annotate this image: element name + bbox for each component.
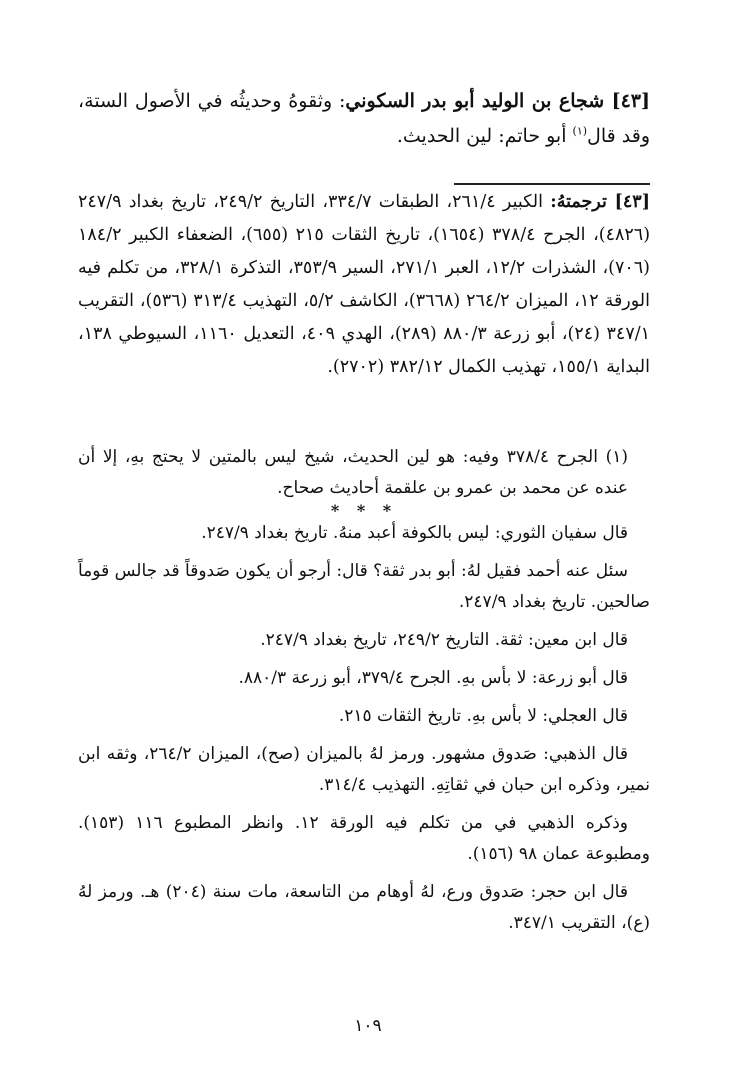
entry-text-end: أبو حاتم: لين الحديث. <box>396 125 573 147</box>
entry-text: : وثقوهُ وحديثُه في الأصول الستة، وقد قال <box>78 90 650 147</box>
quote-paragraph: قال الذهبي: صَدوق مشهور. ورمز لهُ بالميزان (صح)، الميزان ٢٦٤/٢، وثقه ابن نمير، وذكره ابن حبان في ثقاتِهِ. التهذيب ٣١٤/٤. <box>78 744 650 795</box>
entry-heading: [٤٣] شجاع بن الوليد أبو بدر السكوني <box>345 90 651 112</box>
footnote-text: الجرح ٣٧٨/٤ وفيه: هو لين الحديث، شيخ ليس بالمتين لا يحتج بهِ، إلا أن عنده عن محمد بن عمرو بن علقمة أحاديث صحاح. <box>78 447 628 498</box>
biography-label: [٤٣] ترجمتهُ: <box>550 192 650 212</box>
footnote-reference: (١) <box>572 124 588 138</box>
notes-section <box>78 442 650 939</box>
quote-paragraph: قال أبو زرعة: لا بأس بهِ. الجرح ٣٧٩/٤، أبو زرعة ٨٨٠/٣. <box>238 668 628 688</box>
quote-paragraph: وذكره الذهبي في من تكلم فيه الورقة ١٢. وانظر المطبوع ١١٦ (١٥٣). ومطبوعة عمان ٩٨ (١٥٦). <box>78 813 650 864</box>
page-number: ١٠٩ <box>354 1016 382 1036</box>
quote-paragraph: سئل عنه أحمد فقيل لهُ: أبو بدر ثقة؟ قال: أرجو أن يكون صَدوقاً قد جالس قوماً صالحين. تاريخ بغداد ٢٤٧/٩. <box>78 561 650 612</box>
main-entry <box>78 84 650 154</box>
section-separator: * * * <box>330 501 398 520</box>
biography-text: الكبير ٢٦١/٤، الطبقات ٣٣٤/٧، التاريخ ٢٤٩/٢، تاريخ بغداد ٢٤٧/٩ (٤٨٢٦)، الجرح ٣٧٨/٤ (١٦٥٤)، تاريخ الثقات ٢١٥ (٦٥٥)، الضعفاء الكبير ١٨٤/٢ (٧٠٦)، الشذرات ١٢/٢، العبر ٢٧١/١، السير ٣٥٣/٩، التذكرة ٣٢٨/١، من تكلم فيه الورقة ١٢، الميزان ٢٦٤/٢ (٣٦٦٨)، الكاشف ٥/٢، التهذيب ٣١٣/٤ (٥٣٦)، التقريب ٣٤٧/١ (٢٤)، أبو زرعة ٨٨٠/٣ (٢٨٩)، الهدي ٤٠٩، التعديل ١١٦٠، السيوطي ١٣٨، البداية ١٥٥/١، تهذيب الكمال ٣٨٢/١٢ (٢٧٠٢). <box>78 192 651 377</box>
footnote <box>78 442 650 504</box>
quote-paragraph: قال ابن حجر: صَدوق ورع، لهُ أوهام من التاسعة، مات سنة (٢٠٤) هـ. ورمز لهُ (ع)، التقريب ٣٤٧/١. <box>78 882 650 933</box>
footnote-number: (١) <box>605 447 628 467</box>
quote-paragraph: قال ابن معين: ثقة. التاريخ ٢٤٩/٢، تاريخ بغداد ٢٤٧/٩. <box>260 630 628 650</box>
biography-sources <box>78 186 650 384</box>
footnote-divider <box>454 183 650 185</box>
quote-paragraph: قال العجلي: لا بأس بهِ. تاريخ الثقات ٢١٥. <box>338 706 628 726</box>
quote-paragraph: قال سفيان الثوري: ليس بالكوفة أعبد منهُ. تاريخ بغداد ٢٤٧/٩. <box>201 523 628 543</box>
